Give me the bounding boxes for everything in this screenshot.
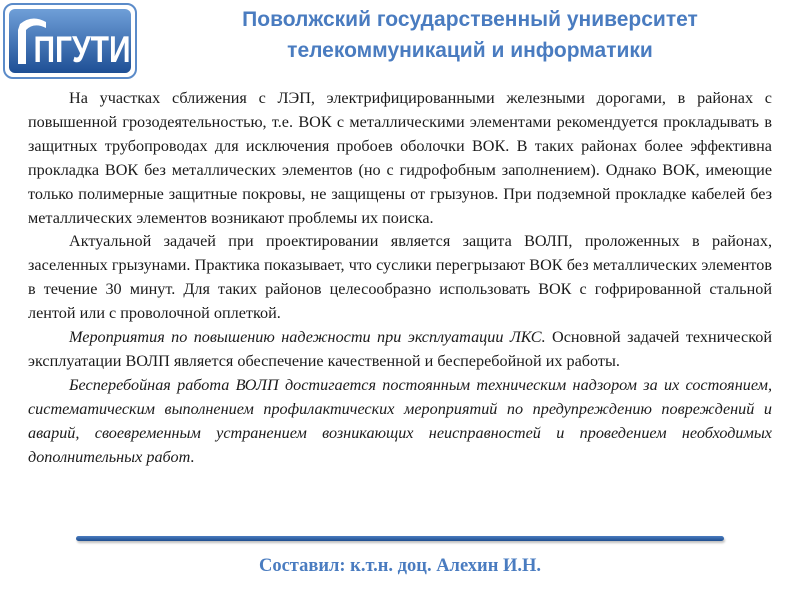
title-line-1: Поволжский государственный университет — [242, 8, 698, 31]
title-line-2: телекоммуникаций и информатики — [287, 39, 653, 62]
author-credit: Составил: к.т.н. доц. Алехин И.Н. — [258, 556, 542, 576]
paragraph-3-heading: Мероприятия по повышению надежности при эксплуатации ЛКС. — [69, 328, 546, 347]
logo-text: ПГУТИ — [33, 28, 131, 71]
paragraph-3-text: Основной задачей технической эксплуатации ВОЛП является обеспечение качественной и бесперебойной их работы. — [28, 328, 773, 370]
paragraph-3 — [28, 326, 772, 374]
paragraph-4 — [28, 374, 772, 470]
paragraph-4-italic-text: Бесперебойная работа ВОЛП достигается постоянным техническим надзором за их состоянием, систематическим выполнением профилактических мероприятий по предупреждению повреждений и аварий, своевременным устранением возникающих неисправностей и проведением необходимых дополнительных работ — [28, 375, 772, 466]
divider-line — [76, 536, 724, 541]
paragraph-4-period: . — [190, 447, 195, 466]
university-title — [140, 4, 800, 66]
lecture-text — [28, 87, 772, 470]
paragraph-2: Актуальной задачей при проектировании является защита ВОЛП, проложенных в районах, заселенных грызунами. Практика показывает, что суслики перегрызают ВОК без металлических элементов в течение 30 минут. Для таких районов целесообразно использовать ВОК с гофрированной стальной лентой или с проволочной оплеткой. — [28, 232, 772, 323]
paragraph-1: На участках сближения с ЛЭП, электрифицированными железными дорогами, в районах с повышенной грозодеятельностью, т.е. ВОК с металлическими элементами рекомендуется прокладывать в защитных трубопроводах для исключения пробоев оболочки ВОК. В таких районах более эффективна прокладка ВОК без металлических элементов (но с гидрофобным заполнением). Однако ВОК, имеющие только полимерные защитные покровы, не защищены от грызунов. При подземной прокладке кабелей без металлических элементов возникают проблемы их поиска. — [28, 89, 772, 227]
university-logo — [2, 2, 138, 80]
